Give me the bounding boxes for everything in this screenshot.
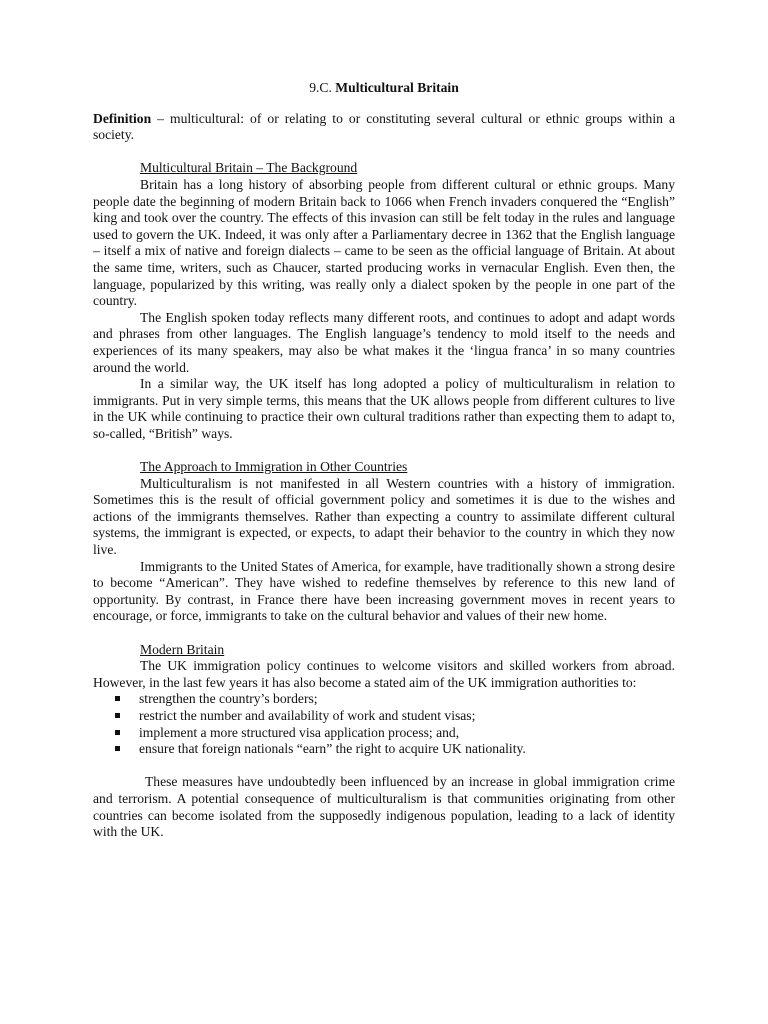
paragraph: Multiculturalism is not manifested in all Western countries with a history of immigration. Sometimes this is the result of official government policy and sometimes it is due to the wishes and actions of the immigrants themselves. Rather than expecting a country to assimilate different cultural systems, the immigrant is expected, or expects, to adapt their behavior to the country in which they now live.: [93, 475, 675, 558]
section-heading-background: Multicultural Britain – The Background: [140, 160, 358, 176]
bullet-square-icon: [115, 713, 120, 718]
paragraph: Immigrants to the United States of America, for example, have traditionally shown a strong desire to become “American”. They have wished to redefine themselves by reference to this new land of opportunity. By contrast, in France there have been increasing government moves in recent years to encourage, or force, immigrants to take on the cultural behavior and values of their new home.: [93, 558, 675, 624]
bullet-square-icon: [115, 746, 120, 751]
bullet-square-icon: [115, 696, 120, 701]
definition-text: – multicultural: of or relating to or constituting several cultural or ethnic groups within a society.: [93, 110, 675, 143]
closing-paragraph: These measures have undoubtedly been influenced by an increase in global immigration crime and terrorism. A potential consequence of multiculturalism is that communities originating from other countries can become isolated from the supposedly indigenous population, leading to a lack of identity with the UK.: [93, 774, 675, 840]
document-title: [93, 80, 675, 97]
list-item: restrict the number and availability of work and student visas;: [115, 708, 675, 725]
list-item: strengthen the country’s borders;: [115, 691, 675, 708]
paragraph: Britain has a long history of absorbing people from different cultural or ethnic groups. Many people date the beginning of modern Britain back to 1066 when French invaders conquered the “English” king and took over the country. The effects of this invasion can still be felt today in the rules and language used to govern the UK. Indeed, it was only after a Parliamentary decree in 1362 that the English language – itself a mix of native and foreign dialects – came to be seen as the official language of Britain. At about the same time, writers, such as Chaucer, started producing works in vernacular English. Even then, the language, popularized by this writing, was really only a dialect spoken by the people in one part of the country.: [93, 176, 675, 309]
paragraph: In a similar way, the UK itself has long adopted a policy of multiculturalism in relation to immigrants. Put in very simple terms, this means that the UK allows people from different cultures to live in the UK while continuing to practice their own cultural traditions rather than expecting them to adapt to, so-called, “British” ways.: [93, 376, 675, 441]
policy-bullet-list: [93, 691, 675, 757]
section-heading-modern-britain: Modern Britain: [140, 641, 225, 657]
bullet-square-icon: [115, 730, 120, 735]
title-text: Multicultural Britain: [335, 80, 459, 95]
list-item: implement a more structured visa application process; and,: [115, 725, 675, 742]
list-item: ensure that foreign nationals “earn” the right to acquire UK nationality.: [115, 741, 675, 758]
paragraph: The UK immigration policy continues to welcome visitors and skilled workers from abroad. However, in the last few years it has also become a stated aim of the UK immigration authorities to:: [93, 658, 675, 690]
definition-label: Definition: [93, 110, 152, 126]
section-heading-other-countries: The Approach to Immigration in Other Countries: [140, 459, 408, 475]
document-page: [93, 80, 675, 841]
title-prefix: 9.C.: [309, 80, 332, 95]
definition-paragraph: [93, 111, 675, 144]
paragraph: The English spoken today reflects many different roots, and continues to adopt and adapt words and phrases from other languages. The English language’s tendency to mold itself to the needs and experiences of its many speakers, may also be what makes it the ‘lingua franca’ in so many countries around the world.: [93, 309, 675, 375]
